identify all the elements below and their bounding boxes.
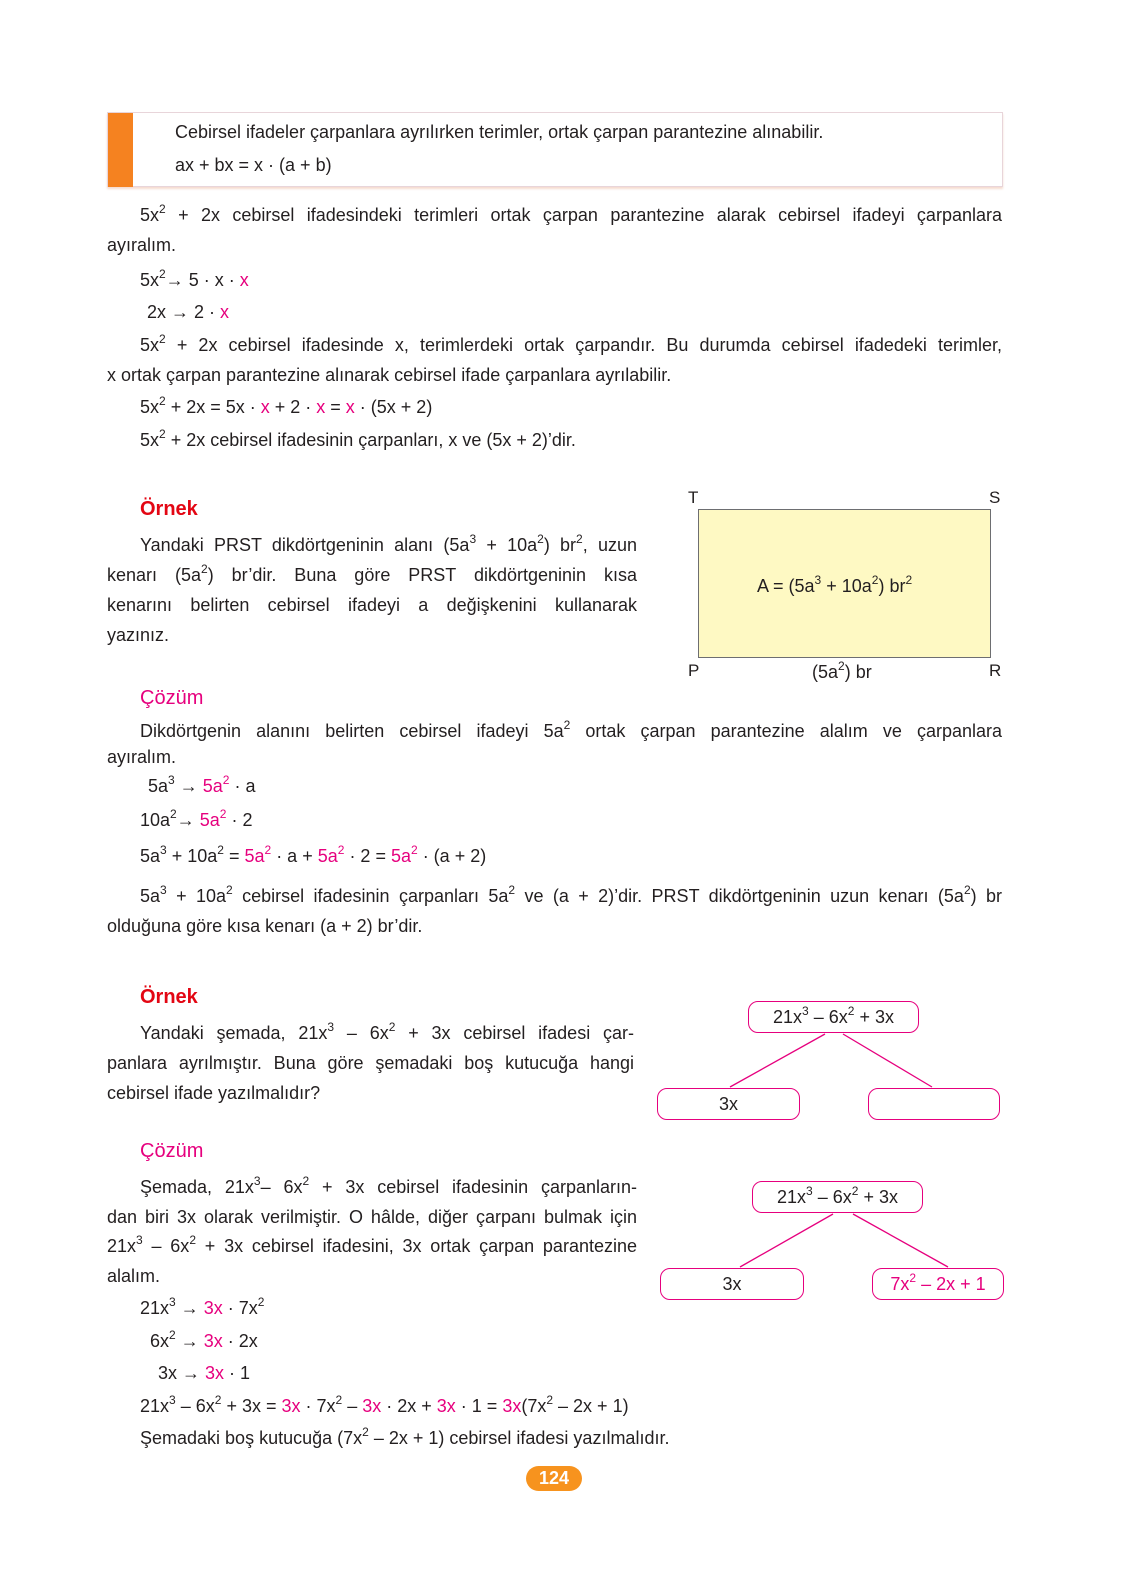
- exponent: 2: [159, 427, 166, 441]
- text-run: 3x: [722, 1274, 742, 1294]
- exponent: 3: [160, 883, 167, 897]
- exponent: 2: [851, 1184, 859, 1198]
- highlighted-factor: 5a: [199, 810, 220, 830]
- exponent: 2: [838, 659, 845, 673]
- text-run: · 2 =: [344, 846, 391, 866]
- text-run: ) br: [543, 535, 577, 555]
- text-run: ayıralım.: [107, 235, 177, 255]
- exponent: 2: [508, 883, 516, 897]
- factor-line: [158, 1362, 250, 1384]
- solution-line: [107, 1235, 637, 1257]
- highlighted-exponent: 2: [411, 843, 418, 857]
- text-run: 5a: [140, 886, 161, 906]
- text-run: + 2 ·: [269, 397, 317, 417]
- highlighted-factor: 5a: [390, 846, 411, 866]
- text-run: + 2x cebirsel ifadesinin çarpanları, x ve (5x + 2)’dir.: [165, 430, 576, 450]
- text-run: panlara ayrılmıştır. Buna göre şemadaki boş kutucuğa hangi: [107, 1053, 634, 1073]
- vertex-label-t: T: [688, 488, 699, 507]
- exponent: 2: [302, 1174, 310, 1188]
- text-run: alalım.: [107, 1266, 161, 1286]
- exponent: 3: [136, 1233, 143, 1247]
- tree-empty-node: [868, 1088, 1000, 1120]
- text-run: – 2x + 1) cebirsel ifadesi yazılmalıdır.: [368, 1428, 670, 1448]
- text-run: –: [342, 1396, 363, 1416]
- exponent: 2: [159, 332, 166, 346]
- highlighted-factor: 3x: [362, 1396, 382, 1416]
- exponent: 2: [170, 807, 177, 821]
- highlighted-factor: 3x: [502, 1396, 522, 1416]
- text-run: kenarını belirten cebirsel ifadeyi a değişkenini kullanarak: [107, 595, 637, 615]
- tree-edge: [843, 1034, 932, 1087]
- conclusion-line: [140, 1427, 669, 1449]
- text-run: x ortak çarpan parantezine alınarak cebirsel ifade çarpanlara ayrılabilir.: [107, 365, 672, 385]
- vertex-label-p: P: [688, 661, 700, 680]
- exponent: 2: [537, 532, 544, 546]
- text-run: Cebirsel ifadeler çarpanlara ayrılırken terimler, ortak çarpan parantezine alınabilir.: [175, 122, 824, 142]
- exponent: 2: [201, 562, 208, 576]
- text-run: 21x: [107, 1236, 137, 1256]
- exponent: 2: [189, 1233, 196, 1247]
- tree-edge: [853, 1214, 948, 1267]
- text-run: · (5x + 2): [354, 397, 433, 417]
- text-run: – 6x: [260, 1177, 303, 1197]
- text-run: 5x: [140, 335, 160, 355]
- text-run: · 7x: [300, 1396, 336, 1416]
- highlighted-factor: 3x: [203, 1298, 223, 1318]
- highlighted-factor: 7x: [890, 1274, 910, 1294]
- exponent: 2: [871, 573, 879, 587]
- text-run: (7x: [521, 1396, 547, 1416]
- exponent: 3: [469, 532, 477, 546]
- highlighted-exponent: 2: [337, 843, 345, 857]
- text-run: 21x: [140, 1396, 170, 1416]
- exponent: 2: [214, 1393, 222, 1407]
- vertex-label-s: S: [989, 488, 1001, 507]
- example-heading: Örnek: [140, 986, 198, 1008]
- text-run: ) br: [878, 576, 906, 596]
- text-run: 5x: [140, 397, 160, 417]
- highlighted-factor: 5a: [244, 846, 265, 866]
- text-run: · 7x: [222, 1298, 258, 1318]
- text-run: 10a: [140, 810, 171, 830]
- exponent: 2: [257, 1295, 265, 1309]
- highlighted-factor: x: [316, 397, 326, 417]
- page-number-badge: 124: [526, 1466, 582, 1491]
- text-run: A = (5a: [757, 576, 815, 596]
- text-run: + 10a: [166, 846, 218, 866]
- text-run: →: [176, 810, 200, 830]
- text-run: · (a + 2): [417, 846, 487, 866]
- tree-answer-node: [872, 1268, 1004, 1300]
- text-run: , uzun: [582, 535, 637, 555]
- exponent: 2: [563, 718, 571, 732]
- text-run: + 3x cebirsel ifadesini, 3x ortak çarpan parantezine: [196, 1236, 637, 1256]
- text-run: – 6x: [808, 1007, 848, 1027]
- text-run: · a: [229, 776, 256, 796]
- text-run: 5a: [140, 846, 161, 866]
- text-run: + 3x cebirsel ifadesinin çarpanların-: [309, 1177, 637, 1197]
- exponent: 2: [159, 202, 166, 216]
- text-run: yazınız.: [107, 625, 170, 645]
- text-run: · 1: [224, 1363, 251, 1383]
- tree-root-node: [752, 1181, 923, 1213]
- exponent: 2: [335, 1393, 343, 1407]
- tree-edge: [740, 1214, 833, 1267]
- exponent: 3: [802, 1004, 809, 1018]
- text-run: + 10a: [821, 576, 872, 596]
- text-run: dan biri 3x olarak verilmiştir. O hâlde, diğer çarpanı bulmak için: [107, 1207, 637, 1227]
- highlighted-factor: x: [345, 397, 355, 417]
- highlighted-factor: x: [220, 302, 230, 322]
- text-run: Yandaki PRST dikdörtgeninin alanı (5a: [140, 535, 470, 555]
- text-run: 3x →: [158, 1363, 206, 1383]
- text-run: ) br: [844, 662, 872, 682]
- highlighted-factor: 3x: [436, 1396, 456, 1416]
- exponent: 3: [327, 1020, 335, 1034]
- text-run: =: [325, 397, 346, 417]
- exponent: 2: [362, 1425, 369, 1439]
- text-run: olduğuna göre kısa kenarı (a + 2) br’dir.: [107, 916, 423, 936]
- text-run: ax + bx = x · (a + b): [175, 155, 332, 175]
- highlighted-exponent: 2: [219, 807, 227, 821]
- text-run: – 6x: [142, 1236, 190, 1256]
- tree-left-node: [660, 1268, 804, 1300]
- text-run: 3x: [718, 1094, 738, 1114]
- text-run: →: [174, 776, 203, 796]
- exponent: 3: [160, 843, 167, 857]
- text-run: 21x: [773, 1007, 803, 1027]
- highlighted-factor: x: [260, 397, 270, 417]
- text-run: – 6x: [334, 1023, 389, 1043]
- highlighted-factor: 3x: [203, 1331, 223, 1351]
- exponent: 2: [546, 1393, 554, 1407]
- exponent: 3: [169, 1393, 176, 1407]
- exponent: 2: [169, 1328, 176, 1342]
- text-run: ortak çarpan parantezine alalım ve çarpanlara: [570, 721, 1002, 741]
- factor-line: [140, 1297, 264, 1319]
- text-run: → 5 · x ·: [165, 270, 240, 290]
- highlighted-factor: 3x: [281, 1396, 301, 1416]
- tree-left-node: [657, 1088, 800, 1120]
- text-run: + 2x cebirsel ifadesindeki terimleri ortak çarpan parantezine alarak cebirsel ifadeyi çarpanlara: [165, 205, 1002, 225]
- text-run: →: [175, 1298, 204, 1318]
- text-run: 5x: [140, 270, 160, 290]
- text-run: 21x: [140, 1298, 170, 1318]
- highlighted-factor: x: [239, 270, 249, 290]
- highlighted-factor: 3x: [205, 1363, 225, 1383]
- text-run: · 2: [226, 810, 253, 830]
- text-run: 5x: [140, 430, 160, 450]
- highlighted-exponent: 2: [264, 843, 272, 857]
- text-run: · a +: [271, 846, 318, 866]
- exponent: 3: [814, 573, 822, 587]
- exponent: 2: [576, 532, 583, 546]
- text-run: + 3x: [854, 1007, 894, 1027]
- exponent: 3: [253, 1174, 261, 1188]
- text-run: · 2x: [222, 1331, 258, 1351]
- text-run: · 1 =: [455, 1396, 503, 1416]
- solution-heading: Çözüm: [140, 687, 204, 709]
- text-run: ayıralım.: [107, 747, 177, 767]
- exponent: 2: [388, 1020, 396, 1034]
- text-run: + 2x cebirsel ifadesinde x, terimlerdeki ortak çarpandır. Bu durumda cebirsel ifadedeki terimler,: [165, 335, 1002, 355]
- exponent: 3: [806, 1184, 813, 1198]
- text-run: – 6x: [175, 1396, 215, 1416]
- text-run: + 3x =: [221, 1396, 282, 1416]
- text-run: ) br: [970, 886, 1003, 906]
- highlighted-factor: 5a: [202, 776, 223, 796]
- exponent: 2: [905, 573, 913, 587]
- text-run: ) br’dir. Buna göre PRST dikdörtgeninin kısa: [207, 565, 637, 585]
- text-run: Yandaki şemada, 21x: [140, 1023, 328, 1043]
- text-run: + 10a: [476, 535, 538, 555]
- exponent: 2: [159, 394, 166, 408]
- text-run: Dikdörtgenin alanını belirten cebirsel ifadeyi 5a: [140, 721, 564, 741]
- exponent: 2: [159, 267, 166, 281]
- solution-heading: Çözüm: [140, 1140, 204, 1162]
- text-run: + 2x = 5x ·: [165, 397, 261, 417]
- exponent: 2: [226, 883, 233, 897]
- solution-line: [140, 1176, 637, 1198]
- text-run: 21x: [777, 1187, 807, 1207]
- text-run: (5a: [812, 662, 839, 682]
- text-run: ve (a + 2)’dir. PRST dikdörtgeninin uzun kenarı (5a: [515, 886, 964, 906]
- text-run: 2x → 2 ·: [147, 302, 221, 322]
- vertex-label-r: R: [989, 661, 1002, 680]
- tree-edge: [730, 1034, 825, 1087]
- text-run: – 6x: [812, 1187, 852, 1207]
- exponent: 2: [217, 843, 224, 857]
- example-heading: Örnek: [140, 498, 198, 520]
- text-run: – 2x + 1): [553, 1396, 629, 1416]
- text-run: =: [223, 846, 245, 866]
- text-run: cebirsel ifade yazılmalıdır?: [107, 1083, 321, 1103]
- text-run: 6x: [150, 1331, 170, 1351]
- highlighted-exponent: 2: [222, 773, 230, 787]
- text-run: kenarı (5a: [107, 565, 202, 585]
- text-run: cebirsel ifadesinin çarpanları 5a: [232, 886, 509, 906]
- highlighted-factor: – 2x + 1: [916, 1274, 986, 1294]
- text-run: · 2x +: [381, 1396, 437, 1416]
- exponent: 2: [963, 883, 971, 897]
- text-run: + 3x cebirsel ifadesi çar-: [395, 1023, 634, 1043]
- highlighted-factor: 5a: [317, 846, 338, 866]
- exponent: 3: [169, 1295, 176, 1309]
- text-run: 5a: [148, 776, 169, 796]
- tree-root-node: [748, 1001, 919, 1033]
- text-run: Şemadaki boş kutucuğa (7x: [140, 1428, 363, 1448]
- text-run: + 3x: [858, 1187, 898, 1207]
- text-run: 5x: [140, 205, 160, 225]
- equation-line: [140, 1395, 629, 1417]
- solution-line: [107, 1265, 160, 1287]
- exponent: 3: [168, 773, 175, 787]
- text-run: Şemada, 21x: [140, 1177, 254, 1197]
- highlighted-exponent: 2: [909, 1271, 917, 1285]
- text-run: →: [175, 1331, 204, 1351]
- solution-line: [107, 1206, 637, 1228]
- exponent: 2: [847, 1004, 855, 1018]
- factor-line: [150, 1330, 258, 1352]
- text-run: + 10a: [166, 886, 227, 906]
